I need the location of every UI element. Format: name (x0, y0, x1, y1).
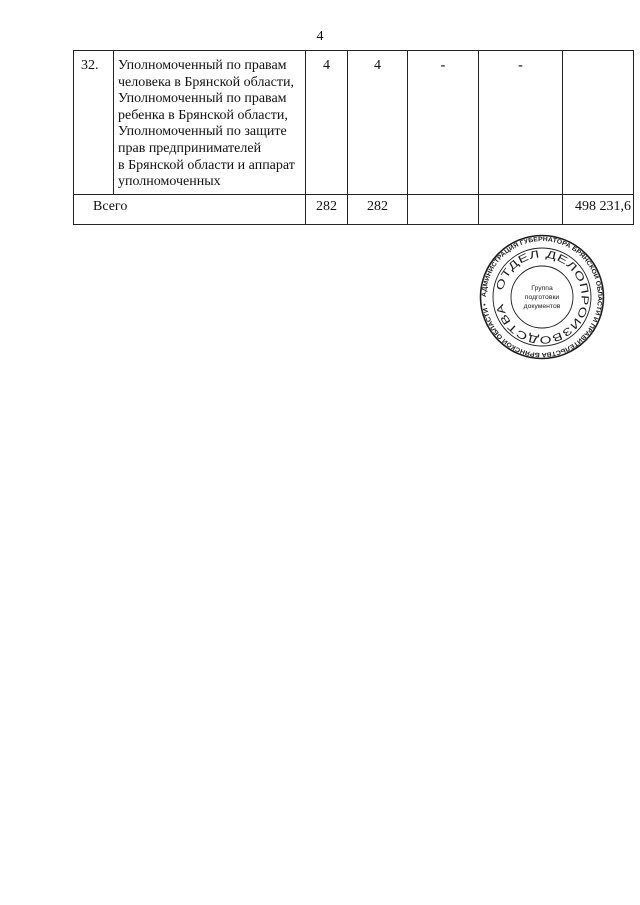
page-number: 4 (316, 29, 324, 44)
total-value-a: 282 (306, 195, 348, 225)
total-label: Всего (74, 195, 306, 225)
row-value-a: 4 (306, 51, 348, 195)
row-name-line: Уполномоченный по правам (118, 91, 287, 107)
stamp-outer-text: АДМИНИСТРАЦИЯ ГУБЕРНАТОРА БРЯНСКОЙ ОБЛАСТИ И ПРАВИТЕЛЬСТВА БРЯНСКОЙ ОБЛАСТИ • (480, 235, 604, 359)
row-name-line: человека в Брянской области, (118, 74, 294, 90)
total-row (74, 195, 634, 225)
row-name-line: Уполномоченный по защите (118, 124, 287, 140)
row-number: 32. (74, 51, 114, 195)
stamp-center-line: документов (523, 303, 561, 310)
row-value-d: - (479, 51, 563, 195)
row-name (114, 51, 306, 195)
stamp-inner-text: ОТДЕЛ ДЕЛОПРОИЗВОДСТВА (493, 248, 591, 346)
row-value-b: 4 (348, 51, 408, 195)
total-value-b: 282 (348, 195, 408, 225)
total-value-d (479, 195, 563, 225)
row-value-e (563, 51, 634, 195)
row-name-line: уполномоченных (118, 174, 221, 190)
row-name-line: ребенка в Брянской области, (118, 107, 288, 123)
stamp-center-line: Группа (531, 285, 553, 292)
stamp-center-line: подготовки (524, 294, 560, 301)
official-stamp (479, 234, 605, 360)
row-name-line: в Брянской области и аппарат (118, 157, 295, 173)
table-row (74, 51, 634, 195)
total-value-e: 498 231,6 (563, 195, 634, 225)
staff-table (73, 50, 634, 225)
total-value-c (408, 195, 479, 225)
row-name-line: прав предпринимателей (118, 140, 262, 156)
row-name-line: Уполномоченный по правам (118, 58, 287, 73)
row-value-c: - (408, 51, 479, 195)
